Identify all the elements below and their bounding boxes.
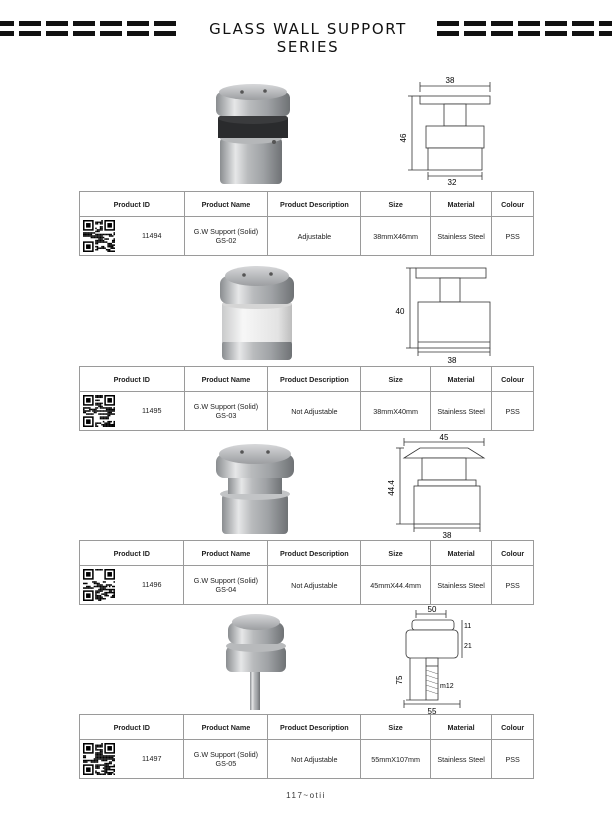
header-size: Size [361, 715, 431, 740]
product-photo [218, 612, 294, 712]
dimension-drawing [400, 76, 500, 188]
product-size: 38mmX46mm [361, 217, 431, 256]
product-code: GS-03 [215, 411, 237, 420]
product-description: Not Adjustable [268, 566, 361, 605]
header-product-name: Product Name [184, 715, 268, 740]
product-id-cell [80, 217, 185, 256]
header-colour: Colour [492, 192, 534, 217]
header-product-id: Product ID [80, 367, 185, 392]
product-name-line1: G.W Support (Solid) [193, 750, 259, 759]
product-material: Stainless Steel [430, 392, 491, 431]
header-product-name: Product Name [184, 541, 268, 566]
qr-code[interactable] [83, 220, 115, 252]
dimension-drawing [388, 262, 500, 366]
page-header [0, 18, 612, 56]
product-colour: PSS [492, 392, 534, 431]
header-product-description: Product Description [268, 541, 361, 566]
product-id: 11497 [142, 754, 162, 763]
product-name [184, 740, 268, 779]
dimension-drawing [387, 432, 490, 540]
product-material: Stainless Steel [430, 566, 491, 605]
qr-code[interactable] [83, 743, 115, 775]
spec-table [79, 191, 534, 256]
header-dashes-left [0, 21, 180, 37]
header-size: Size [361, 367, 431, 392]
dim-thread: m12 [440, 683, 454, 690]
dim-top: 38 [445, 76, 455, 85]
header-product-description: Product Description [268, 192, 361, 217]
product-size: 38mmX40mm [361, 392, 431, 431]
product-id: 11496 [142, 580, 162, 589]
product-photo [210, 440, 300, 536]
product-id-cell [80, 740, 184, 779]
dim-length: 75 [395, 675, 404, 685]
product-colour: PSS [492, 217, 534, 256]
qr-code[interactable] [83, 569, 115, 601]
header-material: Material [430, 715, 491, 740]
product-photo [214, 260, 300, 364]
header-material: Material [430, 541, 491, 566]
header-material: Material [430, 192, 491, 217]
product-description: Not Adjustable [268, 740, 361, 779]
product-colour: PSS [492, 566, 534, 605]
dim-bottom: 38 [442, 531, 452, 540]
product-name [184, 217, 268, 256]
header-product-name: Product Name [184, 192, 268, 217]
header-size: Size [361, 192, 431, 217]
product-code: GS-02 [215, 236, 237, 245]
header-product-id: Product ID [80, 541, 184, 566]
header-product-description: Product Description [268, 715, 361, 740]
dim-height: 44.4 [387, 480, 396, 496]
header-colour: Colour [492, 541, 534, 566]
product-name-line1: G.W Support (Solid) [193, 576, 259, 585]
header-material: Material [430, 367, 491, 392]
spec-table [79, 540, 534, 605]
header-product-name: Product Name [184, 367, 268, 392]
dim-mid: 21 [464, 643, 472, 650]
header-colour: Colour [492, 367, 534, 392]
product-id: 11495 [142, 406, 162, 415]
spec-table [79, 366, 534, 431]
product-name [184, 392, 268, 431]
product-size: 55mmX107mm [361, 740, 431, 779]
product-code: GS-05 [215, 759, 237, 768]
table-row [80, 217, 534, 256]
header-product-id: Product ID [80, 192, 185, 217]
product-description: Not Adjustable [268, 392, 361, 431]
product-name [184, 566, 268, 605]
product-photo [212, 80, 296, 186]
product-size: 45mmX44.4mm [361, 566, 431, 605]
header-product-description: Product Description [268, 367, 361, 392]
dimension-drawing [392, 604, 492, 716]
product-id-cell [80, 392, 185, 431]
table-row [80, 566, 534, 605]
page-number: 117~otii [286, 791, 326, 800]
qr-code[interactable] [83, 395, 115, 427]
header-product-id: Product ID [80, 715, 184, 740]
dim-top: 50 [427, 605, 437, 614]
header-size: Size [361, 541, 431, 566]
table-row [80, 740, 534, 779]
dim-height: 40 [395, 307, 405, 316]
product-colour: PSS [492, 740, 534, 779]
dim-bottom: 55 [427, 707, 437, 716]
page-title: GLASS WALL SUPPORT SERIES [209, 20, 407, 56]
product-name-line1: G.W Support (Solid) [193, 227, 259, 236]
product-id: 11494 [142, 231, 162, 240]
header-dashes-right [437, 21, 612, 37]
product-material: Stainless Steel [430, 217, 491, 256]
dim-head: 11 [464, 623, 472, 630]
table-row [80, 392, 534, 431]
product-code: GS-04 [215, 585, 237, 594]
product-name-line1: G.W Support (Solid) [193, 402, 259, 411]
product-id-cell [80, 566, 184, 605]
header-colour: Colour [492, 715, 534, 740]
dim-height: 46 [399, 133, 408, 143]
dim-top: 45 [439, 433, 449, 442]
product-description: Adjustable [268, 217, 361, 256]
dim-bottom: 38 [447, 356, 457, 365]
product-material: Stainless Steel [430, 740, 491, 779]
spec-table [79, 714, 534, 779]
dim-bottom: 32 [447, 178, 457, 187]
